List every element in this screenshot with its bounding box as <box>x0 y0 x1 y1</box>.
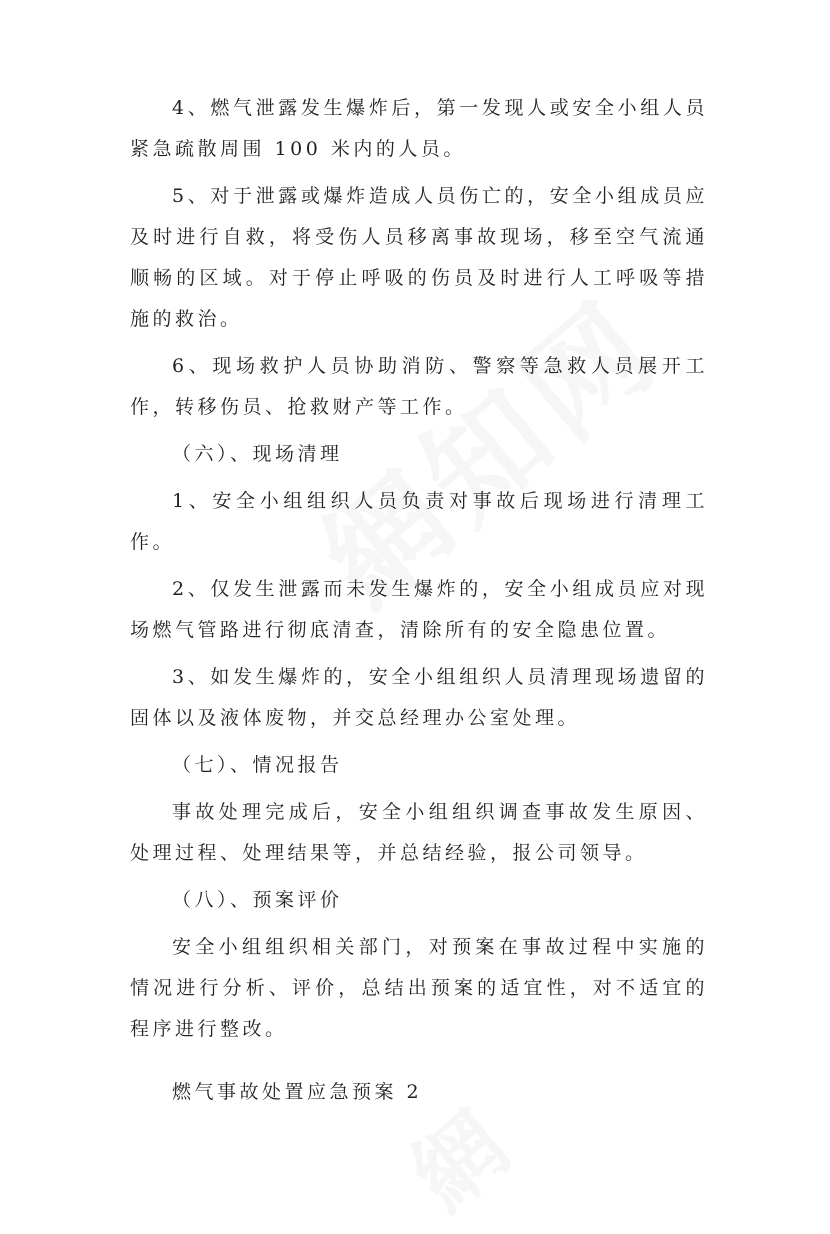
paragraph-report: 事故处理完成后，安全小组组织调查事故发生原因、处理过程、处理结果等，并总结经验，报公司领导。 <box>130 801 708 864</box>
paragraph-item-6: 6、现场救护人员协助消防、警察等急救人员展开工作，转移伤员、抢救财产等工作。 <box>130 355 708 418</box>
document-title-2: 燃气事故处置应急预案 2 <box>172 1081 423 1103</box>
section-heading-report: （七）、情况报告 <box>172 754 343 776</box>
paragraph-cleanup-2: 2、仅发生泄露而未发生爆炸的，安全小组成员应对现场燃气管路进行彻底清查，清除所有的安全隐患位置。 <box>130 578 708 641</box>
paragraph-cleanup-1: 1、安全小组组织人员负责对事故后现场进行清理工作。 <box>130 490 708 553</box>
section-heading-cleanup: （六）、现场清理 <box>172 443 343 465</box>
paragraph-item-4: 4、燃气泄露发生爆炸后，第一发现人或安全小组人员紧急疏散周围 100 米内的人员。 <box>130 97 708 160</box>
paragraph-cleanup-3: 3、如发生爆炸的，安全小组组织人员清理现场遗留的固体以及液体废物，并交总经理办公室处理。 <box>130 666 708 729</box>
document-page <box>130 88 708 1119</box>
paragraph-item-5: 5、对于泄露或爆炸造成人员伤亡的，安全小组成员应及时进行自救，将受伤人员移离事故现场，移至空气流通顺畅的区域。对于停止呼吸的伤员及时进行人工呼吸等措施的救治。 <box>130 185 708 330</box>
section-heading-evaluation: （八）、预案评价 <box>172 889 343 911</box>
paragraph-evaluation: 安全小组组织相关部门，对预案在事故过程中实施的情况进行分析、评价，总结出预案的适宜性，对不适宜的程序进行整改。 <box>130 936 708 1040</box>
